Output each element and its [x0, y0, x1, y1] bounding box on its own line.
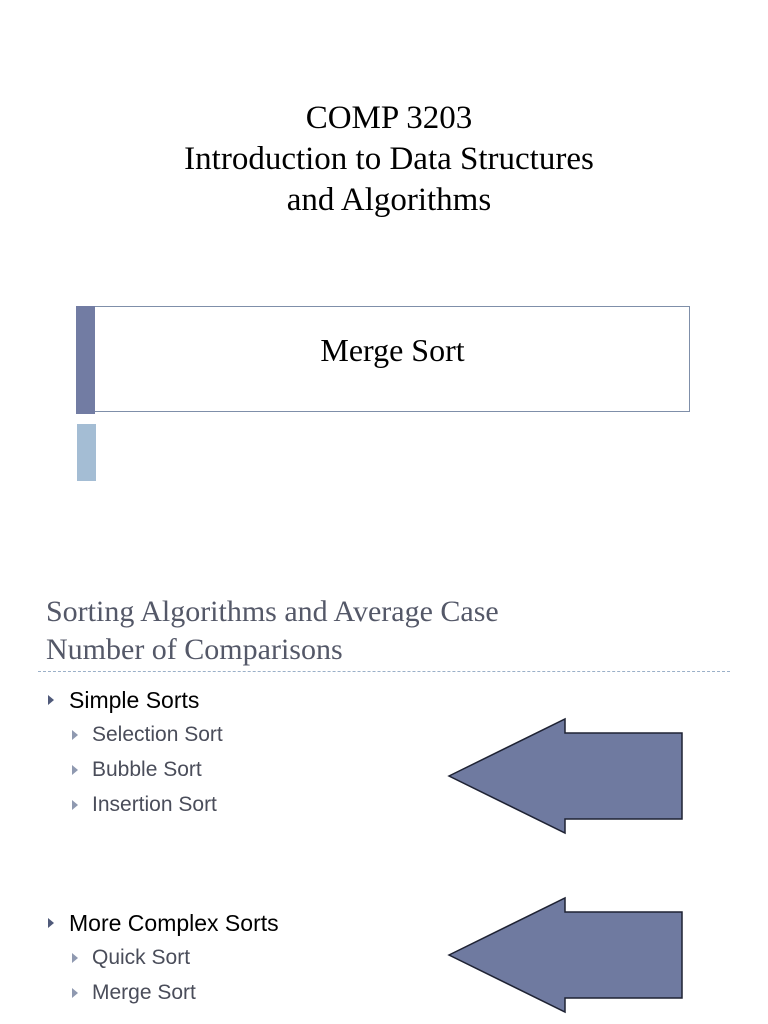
- slide-title: [46, 593, 499, 669]
- triangle-right-icon: [72, 953, 78, 963]
- triangle-right-icon: [72, 800, 78, 810]
- slide-title-line-1: Sorting Algorithms and Average Case: [46, 595, 499, 628]
- triangle-right-icon: [72, 765, 78, 775]
- list-item: Merge Sort: [92, 981, 196, 1004]
- bullet-level-1: [46, 906, 279, 940]
- bullet-level-2: [46, 940, 279, 975]
- course-title: [0, 98, 768, 221]
- simple-sorts-group: [46, 683, 223, 822]
- course-name-line-2: and Algorithms: [286, 182, 492, 218]
- slide-title-line-2: Number of Comparisons: [46, 633, 343, 666]
- content-slide: [0, 540, 768, 1024]
- triangle-right-icon: [48, 918, 54, 928]
- group-heading: More Complex Sorts: [69, 910, 279, 936]
- bullet-level-2: [46, 975, 279, 1010]
- group-heading: Simple Sorts: [69, 687, 200, 713]
- bullet-level-1: [46, 683, 223, 717]
- triangle-right-icon: [48, 695, 54, 705]
- title-divider: [38, 671, 730, 672]
- bullet-level-2: [46, 717, 223, 752]
- accent-bar-dark: [76, 306, 95, 414]
- triangle-right-icon: [72, 730, 78, 740]
- list-item: Quick Sort: [92, 946, 191, 969]
- triangle-right-icon: [72, 988, 78, 998]
- course-name-line-1: Introduction to Data Structures: [184, 141, 594, 177]
- list-item: Insertion Sort: [92, 793, 217, 816]
- left-arrow-shape: [446, 895, 686, 1015]
- complex-sorts-group: [46, 906, 279, 1010]
- lecture-subtitle: Merge Sort: [320, 332, 465, 368]
- list-item: Selection Sort: [92, 723, 223, 746]
- accent-bar-light: [77, 424, 96, 481]
- bullet-level-2: [46, 752, 223, 787]
- left-arrow-shape: [446, 716, 686, 836]
- list-item: Bubble Sort: [92, 758, 202, 781]
- bullet-level-2: [46, 787, 223, 822]
- course-code: COMP 3203: [305, 100, 473, 136]
